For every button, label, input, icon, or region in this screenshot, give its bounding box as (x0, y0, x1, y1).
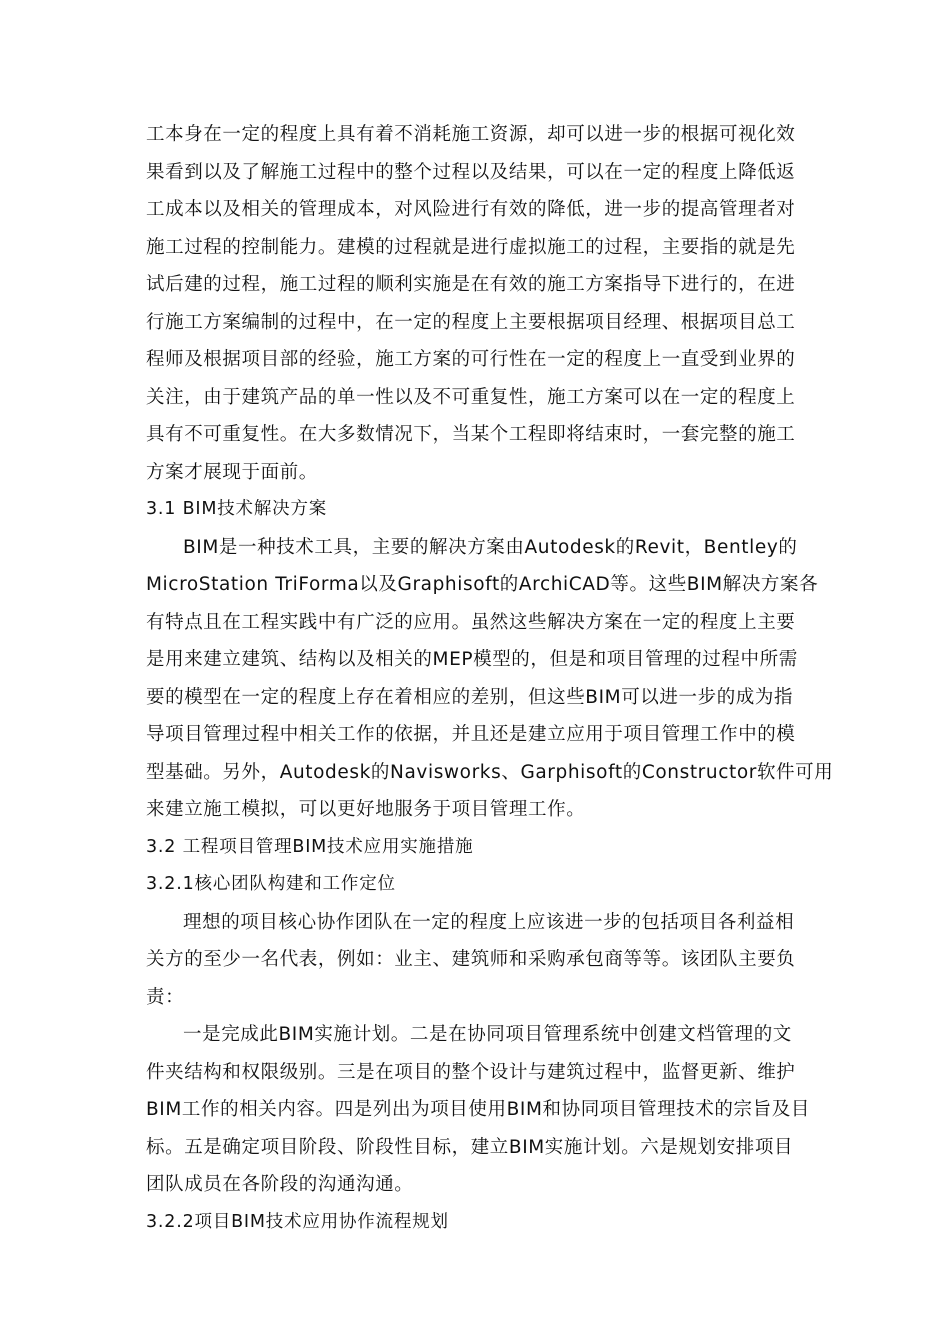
text-line: 团队成员在各阶段的沟通沟通。 (146, 1174, 414, 1195)
text-line: 果看到以及了解施工过程中的整个过程以及结果，可以在一定的程度上降低返 (146, 161, 796, 183)
section-heading-3-2-2: 3.2.2项目BIM技术应用协作流程规划 (146, 1211, 449, 1232)
text-line: 行施工方案编制的过程中，在一定的程度上主要根据项目经理、根据项目总工 (146, 311, 796, 333)
text-line: 有特点且在工程实践中有广泛的应用。虽然这些解决方案在一定的程度上主要 (146, 611, 796, 633)
text-line: BIM是一种技术工具，主要的解决方案由Autodesk的Revit，Bentley的 (183, 536, 798, 558)
paragraph-core-team (146, 904, 806, 1017)
section-heading-3-2: 3.2 工程项目管理BIM技术应用实施措施 (146, 836, 474, 857)
text-line: 具有不可重复性。在大多数情况下，当某个工程即将结束时，一套完整的施工 (146, 424, 796, 445)
text-line: 是用来建立建筑、结构以及相关的MEP模型的，但是和项目管理的过程中所需 (146, 649, 798, 670)
section-heading-3-1: 3.1 BIM技术解决方案 (146, 499, 328, 519)
text-line: 工成本以及相关的管理成本，对风险进行有效的降低，进一步的提高管理者对 (146, 199, 796, 220)
text-line: MicroStation TriForma以及Graphisoft的ArchiCAD等。这些BIM解决方案各 (146, 574, 819, 595)
text-line: 方案才展现于面前。 (146, 461, 318, 483)
paragraph-bim-solutions (146, 529, 834, 829)
text-line: 关注，由于建筑产品的单一性以及不可重复性，施工方案可以在一定的程度上 (146, 386, 796, 408)
text-line: BIM工作的相关内容。四是列出为项目使用BIM和协同项目管理技术的宗旨及目 (146, 1099, 810, 1120)
text-line: 工本身在一定的程度上具有着不消耗施工资源，却可以进一步的根据可视化效 (146, 124, 796, 145)
text-line: 型基础。另外，Autodesk的Navisworks、Garphisoft的Constructor软件可用 (146, 761, 834, 783)
section-heading-3-2-1: 3.2.1核心团队构建和工作定位 (146, 874, 396, 894)
text-line: 标。五是确定项目阶段、阶段性目标，建立BIM实施计划。六是规划安排项目 (146, 1136, 794, 1158)
text-line: 责： (146, 986, 185, 1008)
text-line: 程师及根据项目部的经验，施工方案的可行性在一定的程度上一直受到业界的 (146, 349, 796, 370)
text-line: 关方的至少一名代表，例如：业主、建筑师和采购承包商等等。该团队主要负 (146, 949, 796, 970)
text-line: 件夹结构和权限级别。三是在项目的整个设计与建筑过程中，监督更新、维护 (146, 1061, 796, 1083)
paragraph-continued (146, 116, 806, 491)
paragraph-responsibilities (146, 1016, 810, 1204)
document-body (146, 116, 834, 1241)
text-line: 施工过程的控制能力。建模的过程就是进行虚拟施工的过程，主要指的就是先 (146, 236, 796, 258)
text-line: 导项目管理过程中相关工作的依据，并且还是建立应用于项目管理工作中的模 (146, 724, 796, 745)
text-line: 试后建的过程，施工过程的顺利实施是在有效的施工方案指导下进行的，在进 (146, 274, 796, 295)
text-line: 理想的项目核心协作团队在一定的程度上应该进一步的包括项目各利益相 (183, 911, 795, 933)
text-line: 来建立施工模拟，可以更好地服务于项目管理工作。 (146, 799, 586, 820)
text-line: 要的模型在一定的程度上存在着相应的差别，但这些BIM可以进一步的成为指 (146, 686, 794, 708)
text-line: 一是完成此BIM实施计划。二是在协同项目管理系统中创建文档管理的文 (183, 1024, 792, 1045)
